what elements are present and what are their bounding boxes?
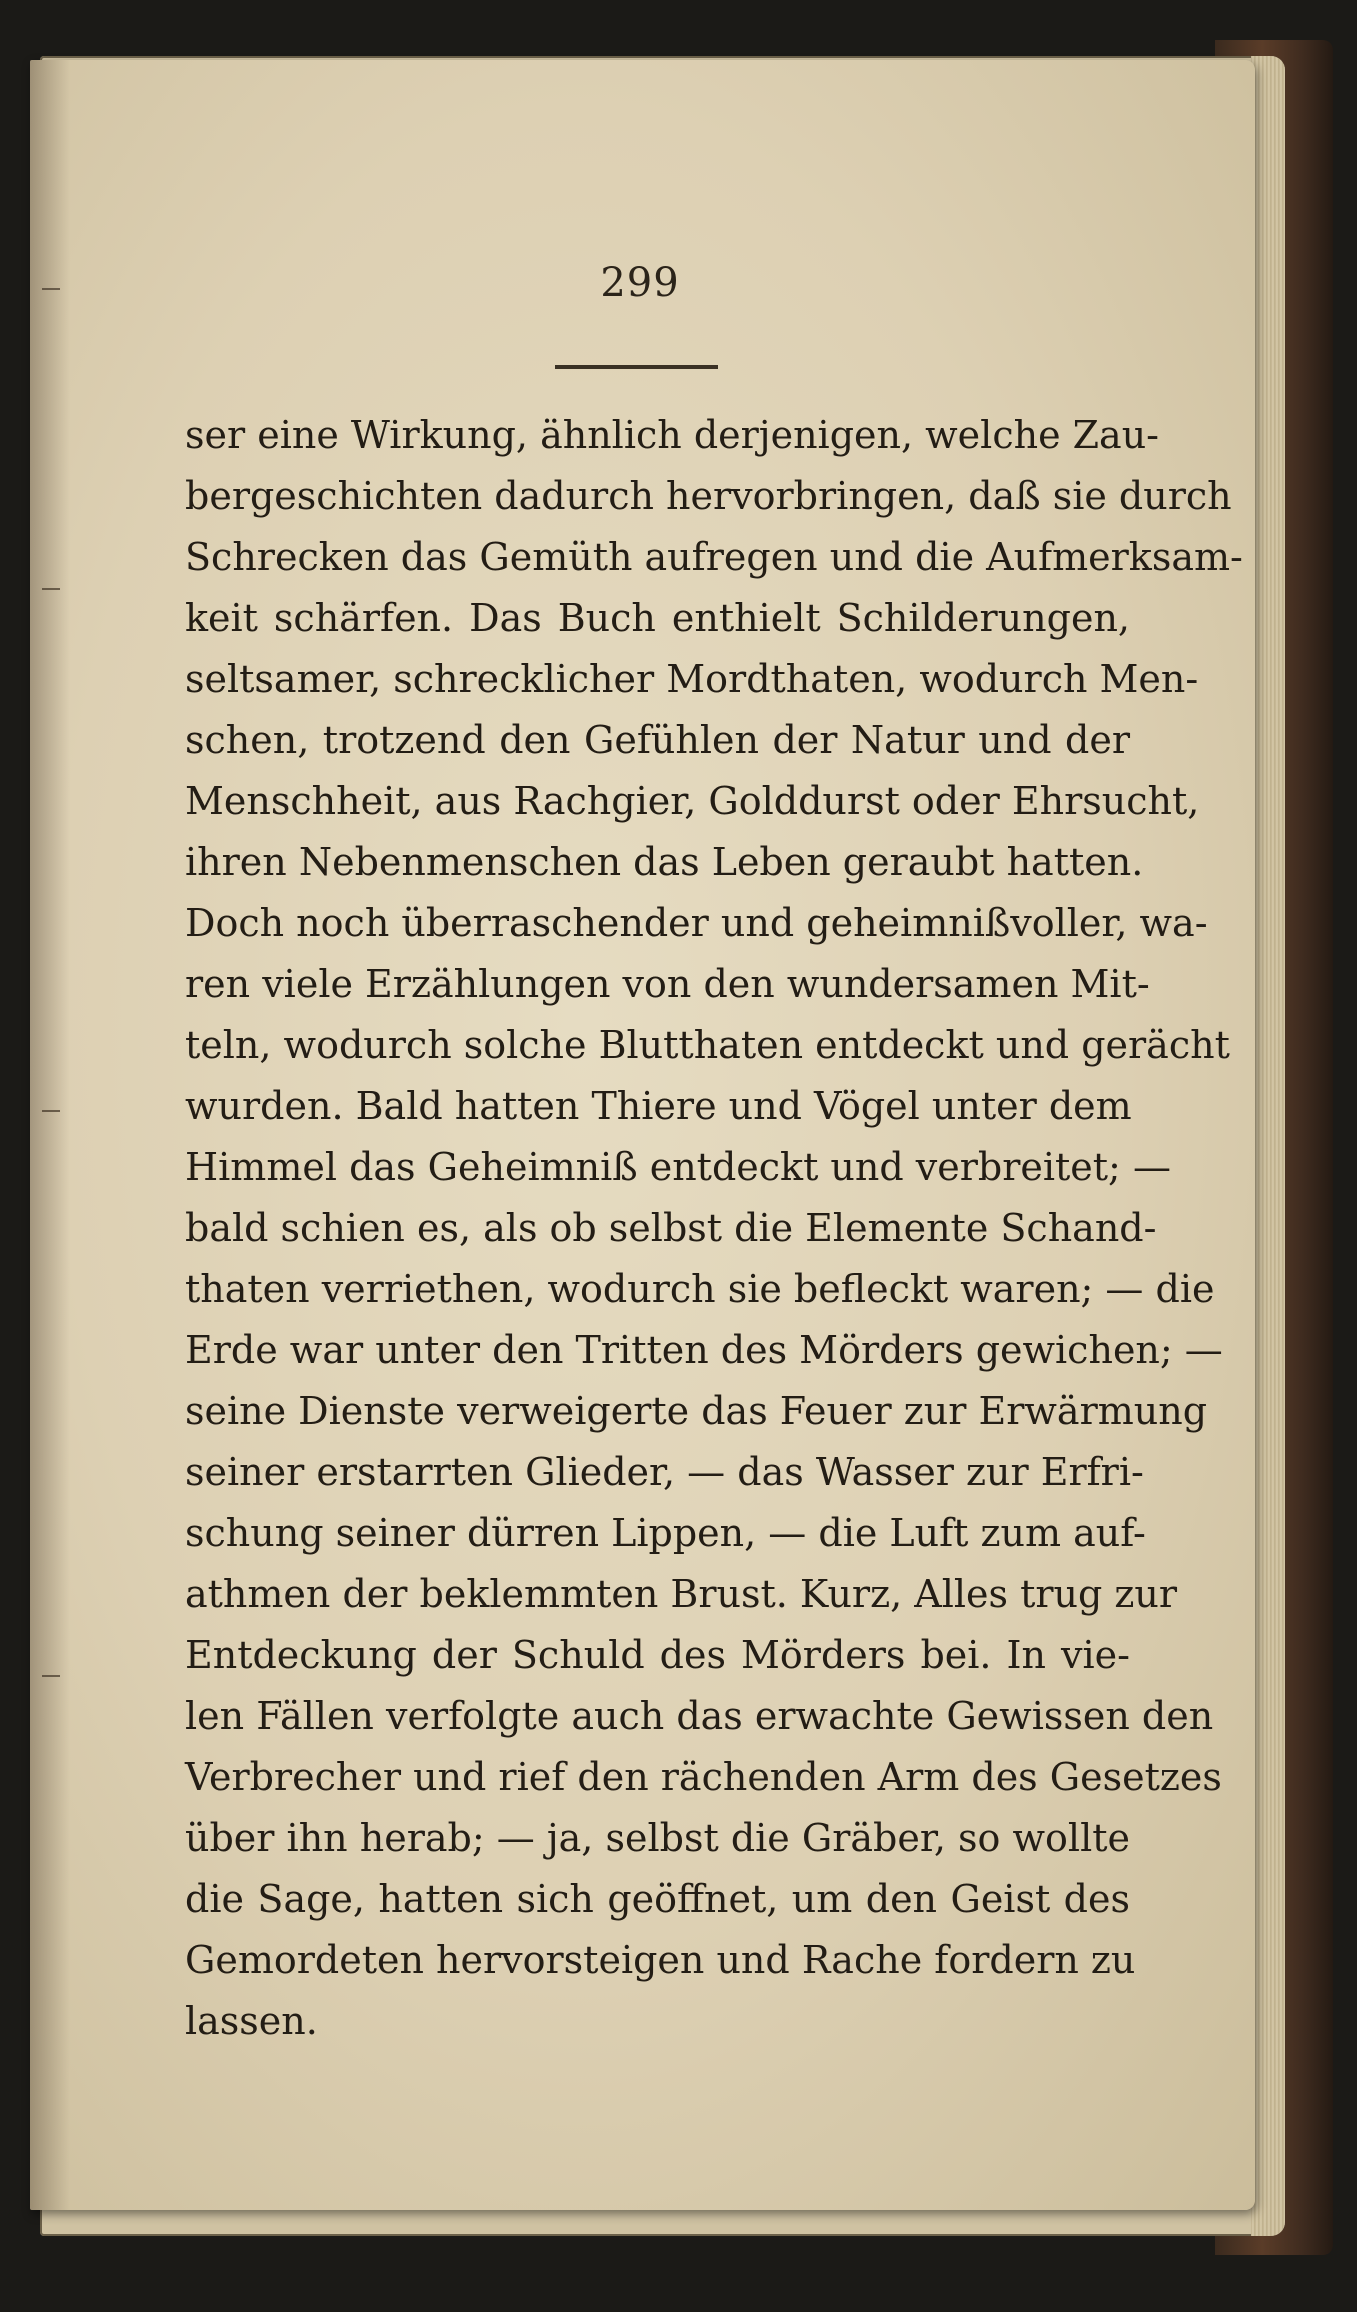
text-line: über ihn herab; — ja, selbst die Gräber, so wollte [185,1816,1130,1860]
text-line: seiner erstarrten Glieder, — das Wasser zur Erfri- [185,1450,1144,1494]
text-line: Himmel das Geheimniß entdeckt und verbreitet; — [185,1145,1171,1189]
text-line: Menschheit, aus Rachgier, Golddurst oder Ehrsucht, [185,779,1200,823]
text-line: Schrecken das Gemüth aufregen und die Aufmerksam- [185,535,1243,579]
book-page [30,60,1255,2210]
text-line: lassen. [185,1999,318,2043]
text-line: Doch noch überraschender und geheimnißvoller, wa- [185,901,1208,945]
text-line: seine Dienste verweigerte das Feuer zur Erwärmung [185,1389,1208,1433]
gutter-shadow [30,60,70,2210]
text-line: bergeschichten dadurch hervorbringen, daß sie durch [185,474,1232,518]
text-line: teln, wodurch solche Blutthaten entdeckt und gerächt [185,1023,1230,1067]
text-line: seltsamer, schrecklicher Mordthaten, wodurch Men- [185,657,1199,701]
text-line: athmen der beklemmten Brust. Kurz, Alles trug zur [185,1572,1178,1616]
header-rule [555,365,718,369]
text-line: ser eine Wirkung, ähnlich derjenigen, welche Zau- [185,413,1160,457]
text-line: Gemordeten hervorsteigen und Rache fordern zu [185,1938,1136,1982]
text-line: die Sage, hatten sich geöffnet, um den Geist des [185,1877,1130,1921]
text-line: ihren Nebenmenschen das Leben geraubt hatten. [185,840,1144,884]
text-line: bald schien es, als ob selbst die Elemente Schand- [185,1206,1157,1250]
text-line: keit schärfen. Das Buch enthielt Schilderungen, [185,596,1130,640]
text-line: schung seiner dürren Lippen, — die Luft zum auf- [185,1511,1146,1555]
text-line: thaten verriethen, wodurch sie befleckt waren; — die [185,1267,1215,1311]
text-line: Verbrecher und rief den rächenden Arm des Gesetzes [185,1755,1222,1799]
body-text [185,405,1243,2052]
page-number: 299 [600,260,680,306]
text-line: Entdeckung der Schuld des Mörders bei. In vie- [185,1633,1130,1677]
text-line: schen, trotzend den Gefühlen der Natur und der [185,718,1130,762]
text-line: wurden. Bald hatten Thiere und Vögel unter dem [185,1084,1132,1128]
text-line: len Fällen verfolgte auch das erwachte Gewissen den [185,1694,1214,1738]
text-line: Erde war unter den Tritten des Mörders gewichen; — [185,1328,1223,1372]
text-line: ren viele Erzählungen von den wundersamen Mit- [185,962,1150,1006]
